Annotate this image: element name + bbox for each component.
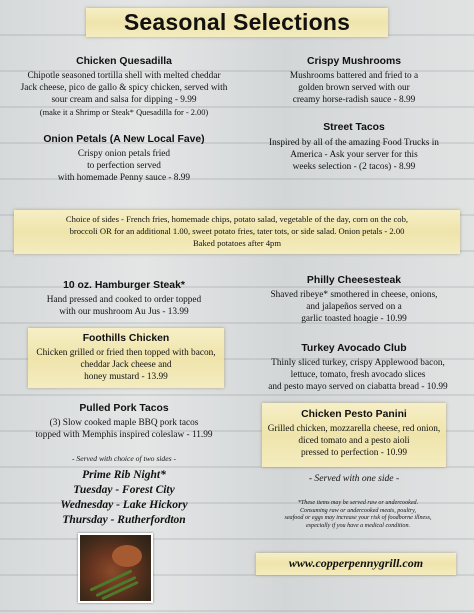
desc-line: honey mustard - 13.99	[84, 372, 168, 383]
item-name-chicken-pesto-panini: Chicken Pesto Panini	[301, 409, 407, 420]
item-desc-chicken-pesto-panini	[248, 423, 460, 460]
disclaimer-line: *These items may be served raw or undercooked.	[297, 500, 419, 506]
desc-line: and pesto mayo served on ciabatta bread - 10.99	[268, 382, 448, 393]
desc-line: Inspired by all of the amazing Food Trucks in	[269, 138, 439, 148]
item-name-turkey-avocado-club: Turkey Avocado Club	[301, 343, 407, 354]
item-desc-turkey-avocado-club	[250, 357, 466, 394]
desc-line: with homemade Penny sauce - 8.99	[57, 173, 191, 184]
item-desc-philly-cheesesteak	[254, 289, 454, 326]
desc-line: Hand pressed and cooked to order topped	[46, 295, 202, 305]
disclaimer-line: Consuming raw or undercooked meats, poultry,	[299, 507, 417, 514]
prime-rib-photo	[78, 533, 153, 603]
sides-line: Choice of sides - French fries, homemade chips, potato salad, vegetable of the day, corn on the cob,	[65, 214, 409, 224]
item-desc-chicken-quesadilla	[14, 70, 234, 118]
desc-line: to perfection served	[87, 161, 161, 172]
desc-line: garlic toasted hoagie - 10.99	[301, 314, 407, 325]
item-desc-pulled-pork-tacos	[14, 417, 234, 441]
item-name-street-tacos: Street Tacos	[323, 122, 385, 133]
item-name-pulled-pork-tacos: Pulled Pork Tacos	[79, 403, 169, 414]
desc-line: creamy horse-radish sauce - 8.99	[292, 95, 416, 106]
desc-line: pressed to perfection - 10.99	[300, 448, 408, 459]
item-name-chicken-quesadilla: Chicken Quesadilla	[76, 56, 172, 67]
disclaimer-line: especially if you have a medical condition.	[305, 522, 411, 529]
item-desc-street-tacos	[250, 137, 458, 174]
desc-line: Chicken grilled or fried then topped with bacon,	[36, 348, 216, 358]
prime-rib-section	[16, 468, 232, 528]
desc-line: lettuce, tomato, fresh avocado slices	[290, 370, 426, 381]
desc-line: Crispy onion petals fried	[77, 149, 171, 159]
desc-line: sour cream and salsa for dipping - 9.99	[51, 95, 197, 106]
desc-line: Chipotle seasoned tortilla shell with melted cheddar	[27, 71, 221, 81]
sides-line: Baked potatoes after 4pm	[192, 238, 282, 249]
prime-rib-night: Wednesday - Lake Hickory	[60, 499, 188, 511]
item-name-hamburger-steak: 10 oz. Hamburger Steak*	[63, 280, 185, 291]
item-name-foothills-chicken: Foothills Chicken	[82, 333, 170, 344]
desc-line: (make it a Shrimp or Steak* Quesadilla for - 2.00)	[39, 107, 209, 117]
desc-line: Mushrooms battered and fried to a	[289, 71, 419, 81]
item-desc-foothills-chicken	[16, 347, 236, 384]
desc-line: America - Ask your server for this	[290, 150, 418, 161]
desc-line: Shaved ribeye* smothered in cheese, onions,	[270, 290, 438, 300]
prime-rib-night: Tuesday - Forest City	[73, 484, 175, 496]
desc-line: with our mushroom Au Jus - 13.99	[59, 307, 189, 318]
desc-line: Grilled chicken, mozzarella cheese, red onion,	[267, 424, 441, 434]
prime-rib-title: Prime Rib Night*	[82, 469, 166, 481]
website-url[interactable]: www.copperpennygrill.com	[288, 556, 424, 570]
prime-rib-night: Thursday - Rutherfordton	[62, 514, 186, 526]
desc-line: Thinly sliced turkey, crispy Applewood bacon,	[271, 358, 445, 368]
desc-line: topped with Memphis inspired coleslaw - 11.99	[35, 430, 213, 441]
item-name-philly-cheesesteak: Philly Cheesesteak	[306, 275, 402, 286]
item-name-crispy-mushrooms: Crispy Mushrooms	[306, 56, 402, 67]
desc-line: and jalapeños served on a	[306, 302, 402, 313]
sides-text	[14, 213, 460, 250]
desc-line: cheddar Jack cheese and	[80, 360, 172, 371]
raw-food-disclaimer	[270, 500, 446, 530]
desc-line: golden brown served with our	[298, 83, 410, 94]
desc-line: weeks selection - (2 tacos) - 8.99	[292, 162, 416, 173]
desc-line: Jack cheese, pico de gallo & spicy chicken, served with	[20, 83, 228, 94]
item-desc-hamburger-steak	[16, 294, 232, 318]
sides-line: broccoli OR for an additional 1.00, sweet potato fries, tater tots, or side salad. Onion petals - 2.00	[69, 226, 405, 237]
page-title: Seasonal Selections	[123, 9, 351, 35]
served-two-sides-note: - Served with choice of two sides -	[72, 454, 176, 463]
item-desc-crispy-mushrooms	[254, 70, 454, 107]
disclaimer-line: seafood or eggs may increase your risk of foodborne illness,	[284, 515, 432, 522]
served-one-side-note: - Served with one side -	[308, 473, 400, 484]
item-desc-onion-petals	[16, 148, 232, 185]
item-name-onion-petals: Onion Petals (A New Local Fave)	[43, 134, 205, 145]
desc-line: diced tomato and a pesto aioli	[298, 436, 410, 447]
desc-line: (3) Slow cooked maple BBQ pork tacos	[49, 418, 199, 428]
